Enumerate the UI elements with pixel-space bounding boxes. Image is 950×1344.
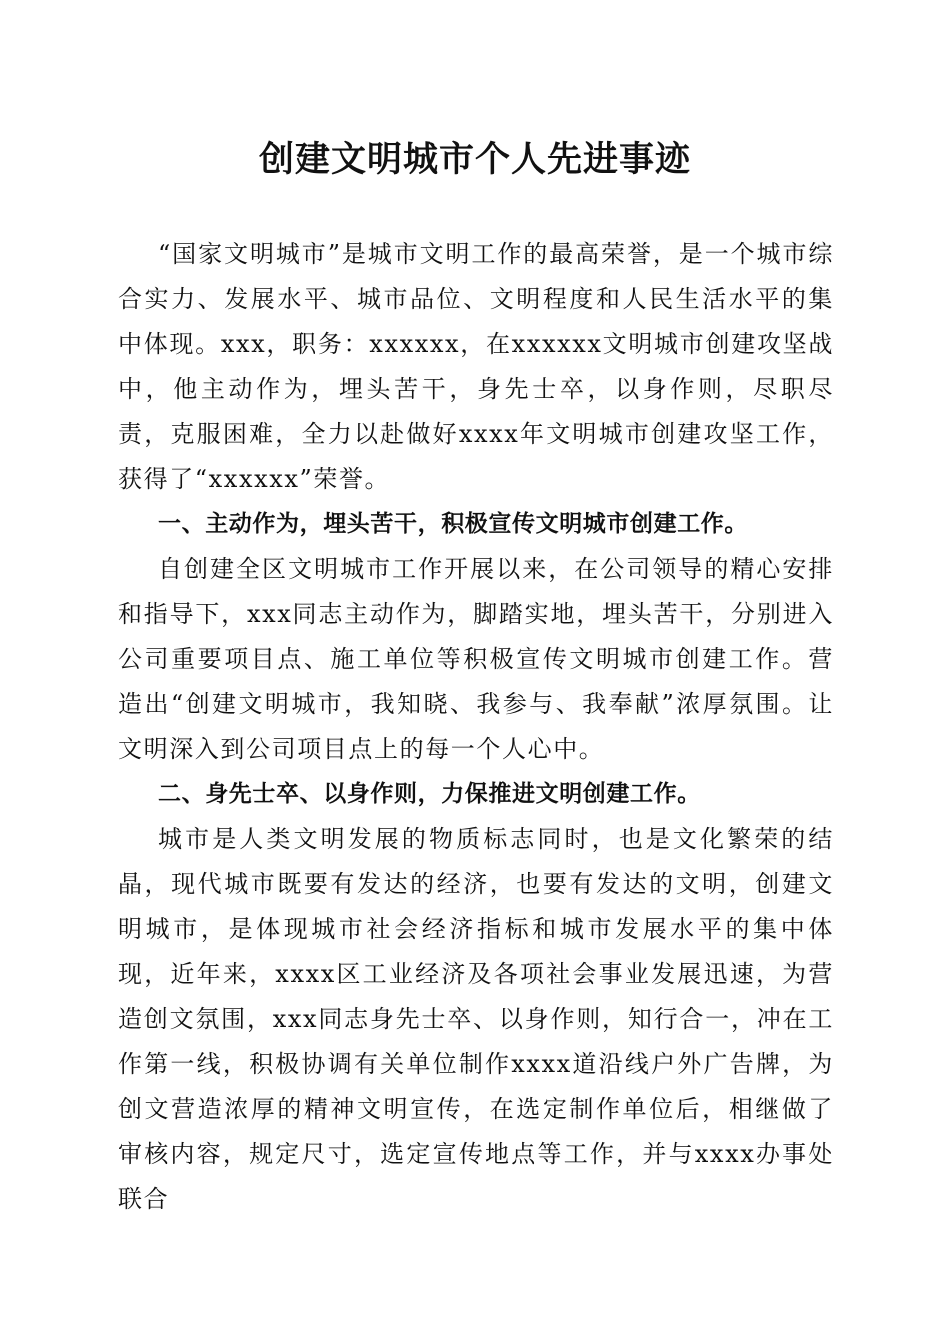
document-title: 创建文明城市个人先进事迹: [258, 139, 691, 180]
section-heading-1: 一、主动作为，埋头苦干，积极宣传文明城市创建工作。: [158, 511, 748, 537]
section-heading-2: 二、身先士卒、以身作则，力保推进文明创建工作。: [158, 781, 701, 807]
section-1-paragraph: 自创建全区文明城市工作开展以来，在公司领导的精心安排和指导下，xxx同志主动作为，脚踏实地，埋头苦干，分别进入公司重要项目点、施工单位等积极宣传文明城市创建工作。营造出“创建文明城市，我知晓、我参与、我奉献”浓厚氛围。让文明深入到公司项目点上的每一个人心中。: [118, 555, 834, 763]
section-2-paragraph: 城市是人类文明发展的物质标志同时，也是文化繁荣的结晶，现代城市既要有发达的经济，也要有发达的文明，创建文明城市，是体现城市社会经济指标和城市发展水平的集中体现，近年来，xxxx区工业经济及各项社会事业发展迅速，为营造创文氛围，xxx同志身先士卒、以身作则，知行合一，冲在工作第一线，积极协调有关单位制作xxxx道沿线户外广告牌，为创文营造浓厚的精神文明宣传，在选定制作单位后，相继做了审核内容，规定尺寸，选定宣传地点等工作，并与xxxx办事处联合: [118, 825, 834, 1213]
document-body: [118, 232, 834, 1222]
intro-paragraph: “国家文明城市”是城市文明工作的最高荣誉，是一个城市综合实力、发展水平、城市品位、文明程度和人民生活水平的集中体现。xxx，职务：xxxxxx，在xxxxxx文明城市创建攻坚战中，他主动作为，埋头苦干，身先士卒，以身作则，尽职尽责，克服困难，全力以赴做好xxxx年文明城市创建攻坚工作，获得了“xxxxxx”荣誉。: [118, 240, 834, 493]
